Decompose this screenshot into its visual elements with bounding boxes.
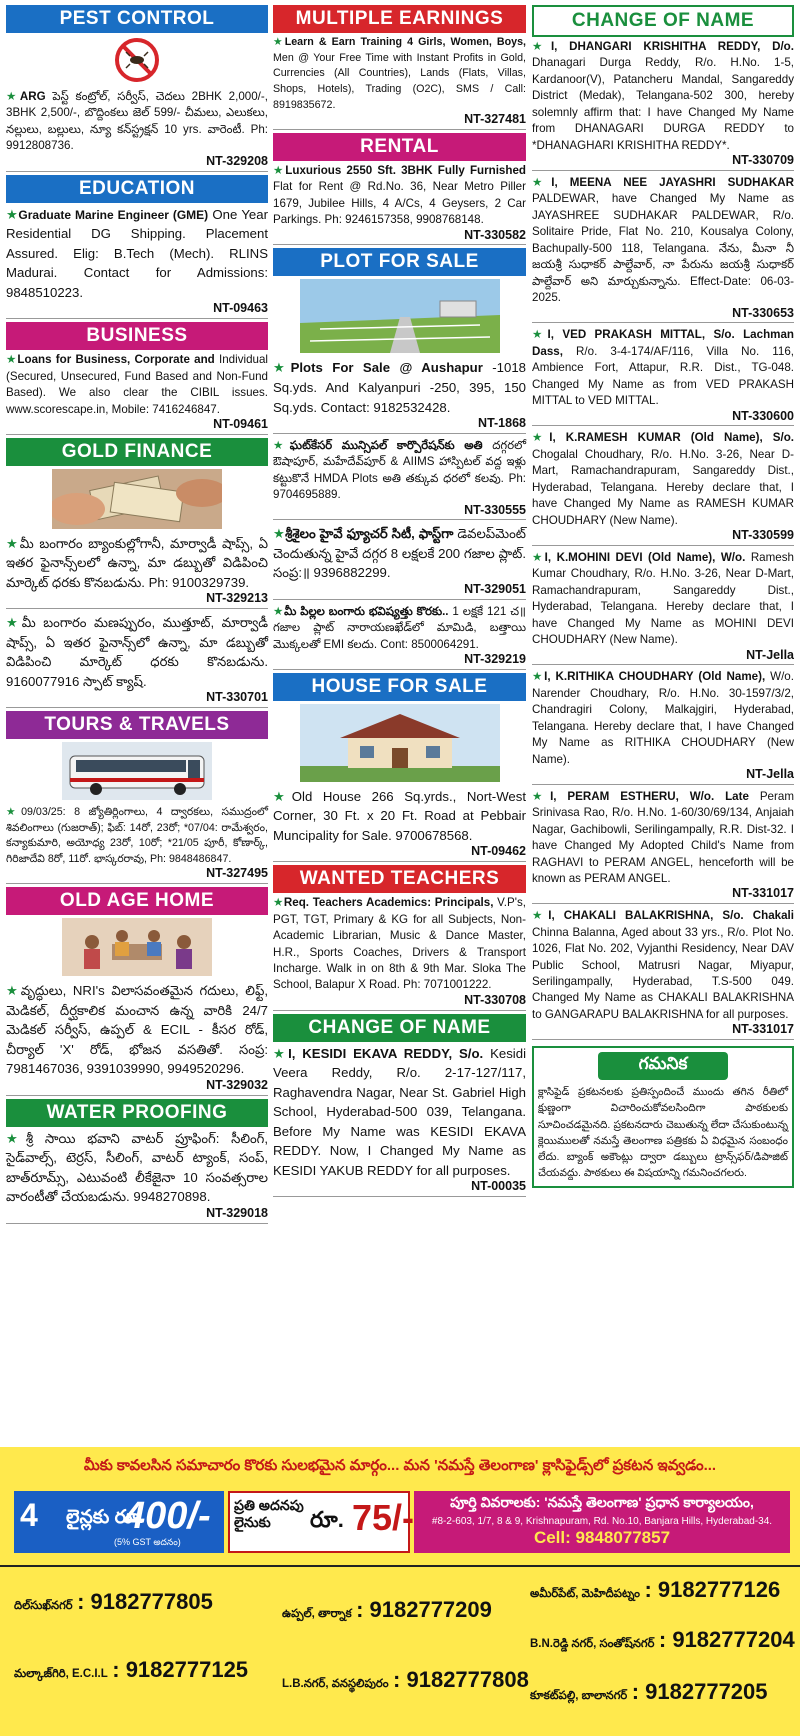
plot-layout-image <box>300 279 500 353</box>
rental-ad: ★Luxurious 2550 Sft. 3BHK Fully Furnished Flat for Rent @ Rd.No. 36, Near Metro Piller 1679, Jubilee Hills, 4 A/Cs, 4 Geysers, 2 Car Parkings. Ph: 9246157358, 9908768148. <box>273 163 526 227</box>
old-age-image <box>62 918 212 976</box>
star-icon: ★ <box>532 328 548 342</box>
column-left <box>6 2 268 1226</box>
phone-entry: B.N.రెడ్డి నగర్, సంతోష్‌నగర్ : 9182777204 <box>530 1627 795 1652</box>
tours-ad: ★09/03/25: 8 జ్యోతిర్లింగాలు, 4 ద్వారకలు, సముద్రంలో శివలింగాలు (గుజరాత్); ఫిబ్: 14రో, 23రో; *07/04: రామేశ్వరం, కన్యాకుమారి, అయోధ్య 23రో, 10రో; *21/05 పూరీ, కోణార్క్, గిరిజాదేవి 8రో, 11రో. భాస్కరరావు, Ph: 9848486847. <box>6 805 268 865</box>
star-icon: ★ <box>532 431 550 445</box>
ad-code: NT-327495 <box>6 867 268 884</box>
pest-icon <box>102 36 172 84</box>
column-right <box>532 2 794 1188</box>
plot-ad-4: ★మీ పిల్లల బంగారు భవిష్యత్తు కొరకు.. 1 లక్షకే 121 చ॥ గజాల ప్లాట్ నారాయణఖేడ్‌లో మామిడి, బత్తాయి మొక్కలతో EMI కలదు. Cont: 8500064291. <box>273 604 526 651</box>
ad-code: NT-330582 <box>273 229 526 246</box>
notice-text: క్లాసిఫైడ్ ప్రకటనలకు ప్రతిస్పందించే ముందు తగిన రీతిలో క్షుణ్ణంగా విచారించుకోవలసిందిగా పాఠకులకు సూచించడమైనది. ప్రకటనదారు చెబుతున్న లేదా చేసుకుంటున్న క్లెయిములతో నమస్తే తెలంగాణ పత్రికకు ఏ విధమైన సంబంధం లేదు. బ్యాంక్ అకౌంట్లు ద్వారా డబ్బులు ట్రాన్స్‌ఫర్/డిపాజిట్ చేయవద్దు. పాఠకులు ఈ విషయాన్ని గమనించగలరు. <box>538 1086 788 1180</box>
earnings-ad: ★Learn & Earn Training 4 Girls, Women, Boys, Men @ Your Free Time with Instant Profits in Gold, Currencies (All Countries), Lands (Flats, Villas, Shops, Hotels), Trading (O2C), SMS / Call: 8919835672. <box>273 36 527 111</box>
ad-code: NT-329018 <box>6 1207 268 1224</box>
business-header: BUSINESS <box>6 322 268 350</box>
change-name-header: CHANGE OF NAME <box>532 5 794 37</box>
rate-extra-rs: రూ. <box>310 1507 344 1532</box>
change-name-ad: ★I, MEENA NEE JAYASHRI SUDHAKAR PALDEWAR, have Changed My Name as JAYASHREE SUDHAKAR PALDEWAR, R/o. Solitaire Pride, Flat No. 210, Kousalya Colony, Bachupally-500 118, Telangana. నేను, మీనా నీ జయశ్రీ సుధాకర్ పాల్దేవార్, నా పేరును జయశ్రీ సుధాకర్ పాల్దేవార్ అని మార్చుకున్నాను. Effect-Date: 06-03-2025. <box>532 175 794 305</box>
star-icon: ★ <box>6 353 18 367</box>
ad-code: NT-329213 <box>6 592 268 609</box>
pest-ad: ★ARG పెస్ట్ కంట్రోల్, సర్వీస్, చెదలు 2BHK 2,000/-, 3BHK 2,500/-, బొద్దింకలు జెల్ 599/- చీమలు, ఎలుకలు, నల్లులు, బల్లులు, న్యూ కన్‌స్ట్రక్షన్ 10 yrs. వారెంటీ. Ph: 9912808736. <box>6 90 268 153</box>
teachers-ad: ★Req. Teachers Academics: Principals, V.P's, PGT, TGT, Primary & KG for all Subjects, Non-Academic Librarian, Music & Dance Master, H.R., Sports Coaches, Drivers & Transport Incharge. Walk in on 8th & 9th Mar. Sloka The School, Balapur X Road. Ph: 7071001222. <box>273 896 526 992</box>
change-name-list <box>532 37 794 1040</box>
house-image <box>300 704 500 782</box>
office-box <box>414 1491 790 1553</box>
ad-code: NT-330600 <box>532 410 794 427</box>
rate-box-extra <box>228 1491 415 1553</box>
ad-code: NT-330599 <box>532 529 794 546</box>
ad-code: NT-330555 <box>273 504 526 521</box>
star-icon: ★ <box>532 40 551 53</box>
multiple-earnings-header: MULTIPLE EARNINGS <box>273 5 526 33</box>
rate-box-base <box>14 1491 224 1553</box>
plot-ad-2: ★ఘట్‌కేసర్ మున్సిపల్ కార్పొరేషన్‌కు అతి దగ్గరలో ఔషాపూర్, మహేదేవ్‌పూర్ & AIIMS హాస్పిటల్ వద్ద ఇళ్లు కట్టుకొనే HMDA Plots అతి తక్కువ ధరలో కలవు. Ph: 9704695889. <box>273 438 526 502</box>
change-name-ad: ★I, K.MOHINI DEVI (Old Name), W/o. Ramesh Kumar Choudhary, R/o. H.No. 3-26, Near D-Mart, Ramachandrapuram, Sangareddy Dist., Hyderabad, Telangana. Hereby declare that, I have Changed My Name as MOHINI DEVI CHOUDHARY (New Name). <box>532 550 794 647</box>
change-name-ad: ★I, PERAM ESTHERU, W/o. Late Peram Srinivasa Rao, R/o. H.No. 1-60/30/69/134, Anjaiah Nagar, Gachibowli, Serilingampally, R.R. Dist-32. I have Changed My Adopted Child's Name from RAGHAVI to PERAM ANGEL, henceforth will be known as PERAM ANGEL. <box>532 789 794 885</box>
gold-finance-header: GOLD FINANCE <box>6 438 268 466</box>
star-icon: ★ <box>6 90 20 103</box>
plot-ad-1: ★Plots For Sale @ Aushapur -1018 Sq.yds. And Kalyanpuri -250, 395, 150 Sq.yds. Contact: 9182532428. <box>273 360 527 415</box>
education-header: EDUCATION <box>6 175 268 203</box>
rate-extra-price: 75/- <box>352 1497 415 1538</box>
money-hands-image <box>52 469 222 529</box>
star-icon: ★ <box>532 670 545 684</box>
phone-entry: L.B.నగర్, వనస్థలిపురం : 9182777808 <box>282 1667 529 1692</box>
star-icon: ★ <box>532 175 552 189</box>
ad-code: NT-331017 <box>532 887 794 904</box>
ad-code: NT-Jella <box>532 649 794 666</box>
change-name-ad: ★I, KESIDI EKAVA REDDY, S/o. Kesidi Veera Reddy, R/o. 2-17-127/117, Raghavendra Nagar, Near St. Gabriel High School, Hyderabad-500 039, Telangana. Before My Name was KESIDI EKAVA REDDY. Now, I Changed My Name as KESIDI YAKUB REDDY for all purposes. <box>273 1045 526 1178</box>
education-ad: ★Graduate Marine Engineer (GME) One Year Residential DG Shipping. Placement Assured. Elig: B.Tech (Mech). RLINS Madurai. Contact for Admissions: 9848510223. <box>6 206 268 300</box>
star-icon: ★ <box>6 1130 26 1146</box>
phone-entry: దిల్‌సుఖ్‌నగర్ : 9182777805 <box>14 1589 213 1614</box>
change-name-ad: ★I, VED PRAKASH MITTAL, S/o. Lachman Dass, R/o. 3-4-174/AF/116, Villa No. 116, Ambience Fort, Attapur, R.R. Dist., TG-048. Changed My Name as from VED PRAKASH MITTAL to VED MITTAL. <box>532 328 794 408</box>
star-icon: ★ <box>6 535 20 551</box>
star-icon: ★ <box>273 604 285 618</box>
rate-price: 400/- <box>124 1495 211 1537</box>
ad-code: NT-329051 <box>273 583 526 600</box>
ad-code: NT-1868 <box>273 417 526 434</box>
change-name-ad: ★I, K.RITHIKA CHOUDHARY (Old Name), W/o. Narender Choudhary, R/o. H.No. 30-1597/3/2, Chandragiri Colony, Malkajgiri, Hyderabad, Telangana. Hereby declare that, I have Changed My Name as RITHIKA CHOUDHARY (New Name). <box>532 670 794 766</box>
star-icon: ★ <box>532 550 545 564</box>
footer-banner <box>0 1447 800 1736</box>
ad-code: NT-330701 <box>6 691 268 708</box>
rate-unit: లైన్లకు రూ. <box>66 1507 144 1528</box>
ad-code: NT-329208 <box>6 155 268 172</box>
phone-entry: ఉప్పల్, తార్నాక : 9182777209 <box>282 1597 492 1622</box>
plot-sale-header: PLOT FOR SALE <box>273 248 526 276</box>
ad-code: NT-329219 <box>273 653 526 670</box>
business-ad: ★Loans for Business, Corporate and Individual (Secured, Unsecured, Fund Based and Non-Fund Based). We also clear the CIBIL issues. www.scorescape.in, Mobile: 7416246847. <box>6 353 268 416</box>
gold-ad-1: ★మీ బంగారం బ్యాంకుల్లోగానీ, మార్వాడీ షాప్స్, ఏ ఇతర ఫైనాన్స్‌లలో ఉన్నా, మా డబ్బుతో విడిపించి మార్కెట్ ధరకు కొనబడును. Ph: 9100329739. <box>6 535 268 590</box>
water-proofing-ad: ★శ్రీ సాయి భవాని వాటర్ ప్రూఫింగ్: సీలింగ్, సైడ్‌వాల్స్, టెర్రస్, సీలింగ్, వాటర్ ట్యాంక్, సంప్, బాత్‌రూమ్స్, ఎటువంటి లీకేజైనా 10 సంవత్సరాల వారంటీతో చేయబడును. 9948270898. <box>6 1130 268 1205</box>
ad-code: NT-09462 <box>273 845 526 862</box>
ad-code: NT-330653 <box>532 307 794 324</box>
pest-control-header: PEST CONTROL <box>6 5 268 33</box>
ad-code: NT-330709 <box>532 154 794 171</box>
star-icon: ★ <box>6 805 22 818</box>
change-name-ad: ★I, CHAKALI BALAKRISHNA, S/o. Chakali Chinna Balanna, Aged about 33 yrs., R/o. Plot No. 1026, Flat No. 202, Vyjanthi Residency, Near DAV Public School, Matrusri Nagar, Miyapur, Serilingampally, Hyderabad, T.S-500 049. Changed My Name as CHAKALI BALAKRISHNA to GANGARAPU BALAKRISHNA for all purposes. <box>532 909 794 1021</box>
change-name-ad: ★I, K.RAMESH KUMAR (Old Name), S/o. Chogalal Choudhary, R/o. H.No. 3-26, Near D-Mart, Ramachandrapuram, Sangareddy Dist., Hyderabad, Telangana. Hereby declare that, I have Changed My Name as RAMESH KUMAR CHOUDHARY (New Name). <box>532 431 794 527</box>
old-age-header: OLD AGE HOME <box>6 887 268 915</box>
rental-header: RENTAL <box>273 133 526 161</box>
house-sale-header: HOUSE FOR SALE <box>273 673 526 701</box>
water-proofing-header: WATER PROOFING <box>6 1099 268 1127</box>
office-address: #8-2-603, 1/7, 8 & 9, Krishnapuram, Rd. No.10, Banjara Hills, Hyderabad-34. <box>431 1516 773 1527</box>
ad-code: NT-09463 <box>6 302 268 319</box>
star-icon: ★ <box>532 789 551 803</box>
rate-gst: (5% GST అదనం) <box>114 1537 181 1547</box>
ad-code: NT-00035 <box>273 1180 526 1197</box>
star-icon: ★ <box>273 36 285 48</box>
office-cell: Cell: 9848077857 <box>533 1528 671 1547</box>
star-icon: ★ <box>6 983 21 999</box>
bus-image <box>62 742 212 800</box>
star-icon: ★ <box>6 206 19 222</box>
ad-code: NT-330708 <box>273 994 526 1011</box>
star-icon: ★ <box>273 788 292 804</box>
change-name-ad: ★I, DHANGARI KRISHITHA REDDY, D/o. Dhanagari Durga Reddy, R/o. H.No. 1-5, Kardanoor(V), Patancheru Mandal, Sangareddy District (Medak), Telangana-502 300, hereby solemnly affirm that: I have Changed My Name from DHANAGARI DURGA REDDY to *DHANAGHARI KRISHITHA REDDY*. <box>532 40 794 152</box>
phone-entry: కూకట్‌పల్లి, బాలానగర్ : 9182777205 <box>530 1679 768 1704</box>
ad-code: NT-327481 <box>273 113 526 130</box>
notice-title: గమనిక <box>598 1052 728 1080</box>
wanted-teachers-header: WANTED TEACHERS <box>273 865 526 893</box>
column-middle <box>273 2 526 1199</box>
star-icon: ★ <box>273 360 291 376</box>
plot-ad-3: ★శ్రీశైలం హైవే ఫ్యూచర్ సిటీ, ఫాస్ట్‌గా డెవలప్‌మెంట్ చెందుతున్న హైవే దగ్గర 8 లక్షలకే 200 గజాల ప్లాట్. సంప్ర:॥ 9396882299. <box>273 526 526 581</box>
ad-code: NT-09461 <box>6 418 268 435</box>
star-icon: ★ <box>273 438 290 452</box>
tours-header: TOURS & TRAVELS <box>6 711 268 739</box>
phone-entry: మల్కాజ్‌గిరి, E.C.I.L : 9182777125 <box>14 1657 249 1682</box>
footer-tagline: మీకు కావలసిన సమాచారం కొరకు సులభమైన మార్గం... మన 'నమస్తే తెలంగాణ' క్లాసిఫైడ్స్‌లో ప్రకటన ఇవ్వడం... <box>83 1457 717 1474</box>
office-title: పూర్తి వివరాలకు: 'నమస్తే తెలంగాణ' ప్రధాన కార్యాలయం, <box>450 1494 754 1510</box>
star-icon: ★ <box>273 163 286 177</box>
change-name-header: CHANGE OF NAME <box>273 1014 526 1042</box>
rate-extra-label: ప్రతి అదనపు లైనుకు <box>234 1497 304 1530</box>
star-icon: ★ <box>273 526 286 542</box>
star-icon: ★ <box>273 1045 289 1061</box>
ad-code: NT-331017 <box>532 1023 794 1040</box>
ad-code: NT-329032 <box>6 1079 268 1096</box>
star-icon: ★ <box>532 909 549 923</box>
footer-divider <box>0 1565 800 1567</box>
gold-ad-2: ★మీ బంగారం మణప్పురం, ముత్తూట్, మార్వాడీ షాప్స్, ఏ ఇతర ఫైనాన్స్‌లో ఉన్నా, మా డబ్బుతో విడిపించి మార్కెట్ ధరకు కొనబడును. 9160077916 స్పాట్ క్యాష్. <box>6 615 269 689</box>
house-ad: ★Old House 266 Sq.yrds., Nort-West Corner, 30 Ft. x 20 Ft. Road at Pebbair Muncipality for Sale. 9700678568. <box>273 788 526 843</box>
phone-entry: అమీర్‌పేట్, మెహిదీపట్నం : 9182777126 <box>530 1577 781 1602</box>
rate-lines: 4 <box>20 1497 38 1533</box>
old-age-ad: ★వృద్ధులు, NRI's విలాసవంతమైన గదులు, లిఫ్ట్, మెడికల్, దీర్ఘకాలిక మంచాన ఉన్న వారికి 24/7 మెడికల్ సర్వీస్, ఉప్పల్ & ECIL - కీసర రోడ్, చీర్యాల్ 'X' రోడ్, భోజన వసతితో. సంప్ర: 7981467036, 9391039990, 9949520296. <box>6 983 268 1077</box>
notice-box <box>532 1046 794 1188</box>
ad-code: NT-Jella <box>532 768 794 785</box>
star-icon: ★ <box>273 896 284 910</box>
star-icon: ★ <box>6 615 22 631</box>
